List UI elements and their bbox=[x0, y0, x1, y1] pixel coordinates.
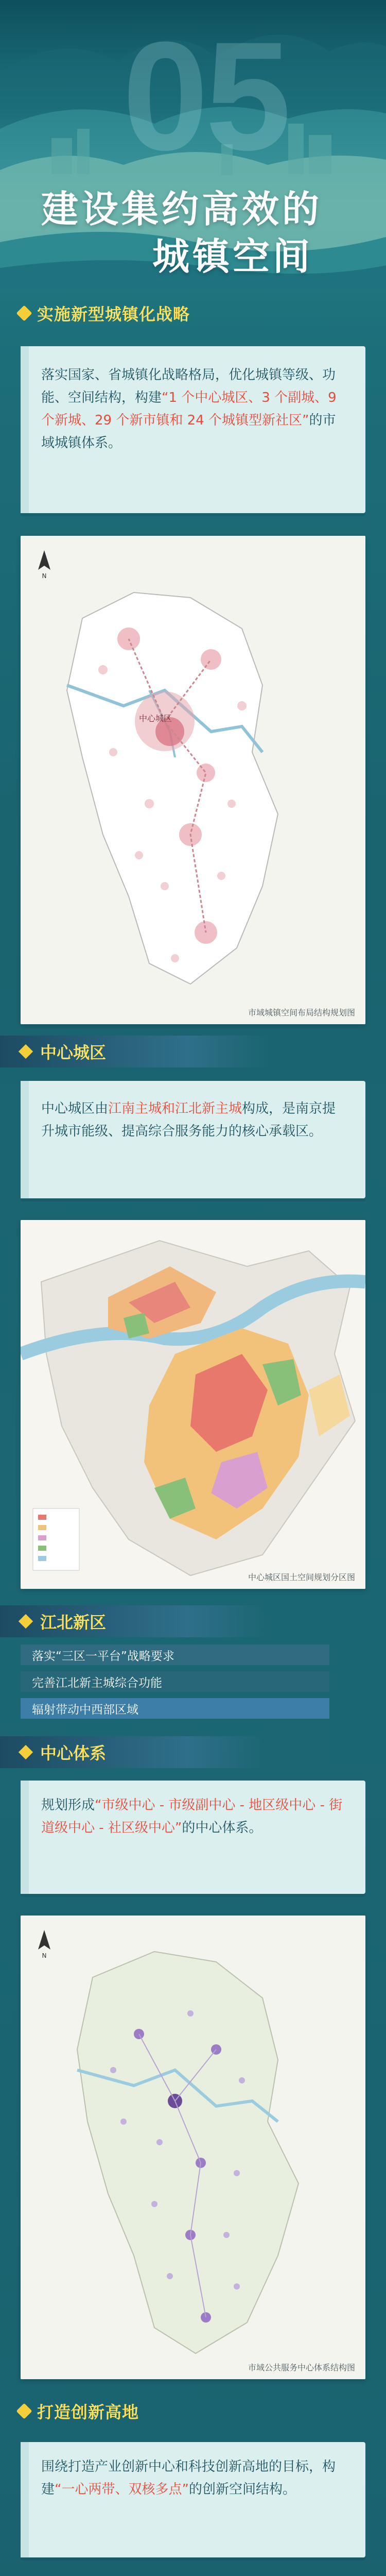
svg-text:N: N bbox=[42, 572, 47, 580]
hero-title-line1: 建设集约高效的 bbox=[41, 188, 323, 231]
section-heading-text: 打造创新高地 bbox=[37, 2402, 139, 2422]
text-card-center-city bbox=[21, 1081, 365, 1198]
map-caption: 市域城镇空间布局结构规划图 bbox=[248, 1008, 355, 1018]
diamond-icon bbox=[19, 1614, 33, 1629]
section-heading-text: 江北新区 bbox=[40, 1613, 107, 1632]
text-card-innovation bbox=[21, 2442, 365, 2557]
highlight-text: “市级中心 - 市级副中心 - 地区级中心 - 街道级中心 - 社区级中心” bbox=[41, 1798, 343, 1836]
hero-banner bbox=[0, 0, 386, 289]
chapter-number: 05 bbox=[122, 9, 288, 182]
highlight-text: 江南主城和江北新主城 bbox=[108, 1101, 242, 1116]
card-text bbox=[41, 2455, 345, 2501]
list-item: 完善江北新主城综合功能 bbox=[21, 1671, 329, 1692]
body-text-end: 的创新空间结构。 bbox=[188, 2482, 296, 2497]
diamond-icon bbox=[16, 305, 32, 321]
map-city-layout bbox=[21, 536, 365, 1024]
map-caption: 市域公共服务中心体系结构图 bbox=[248, 2363, 355, 2372]
body-text-end: 的中心体系。 bbox=[182, 1820, 262, 1836]
map-zoning-graphic bbox=[21, 1220, 365, 1589]
section-heading-center-system bbox=[0, 1736, 268, 1768]
card-accent bbox=[21, 1781, 29, 1894]
card-text bbox=[41, 1794, 345, 1839]
section-heading-jiangbei bbox=[0, 1605, 268, 1637]
highlight-text: “1 个中心城区、3 个副城、9 个新城、29 个新市镇和 24 个城镇型新社区” bbox=[41, 390, 337, 428]
card-text bbox=[41, 364, 345, 454]
north-arrow-icon bbox=[33, 1929, 56, 1960]
section-heading-innovation bbox=[19, 2396, 235, 2427]
body-text: 落实国家、省城镇化战略格局，优化城镇等级、功能、空间结构，构建 bbox=[41, 367, 336, 405]
card-accent bbox=[21, 1081, 29, 1198]
north-arrow-icon bbox=[33, 549, 56, 580]
body-text-end: 构成，是南京提升城市能级、提高综合服务能力的核心承载区。 bbox=[41, 1101, 336, 1139]
section-heading-center-city bbox=[0, 1036, 268, 1067]
svg-text:N: N bbox=[42, 1952, 47, 1959]
hero-title-line2: 城镇空间 bbox=[152, 235, 313, 278]
body-text: 中心城区由 bbox=[41, 1101, 109, 1116]
text-card-center-system bbox=[21, 1781, 365, 1894]
section-heading-urbanization bbox=[19, 298, 235, 329]
list-item: 落实“三区一平台”战略要求 bbox=[21, 1645, 329, 1665]
diamond-icon bbox=[16, 2403, 32, 2419]
map-zoning bbox=[21, 1220, 365, 1589]
map-caption: 中心城区国土空间规划分区图 bbox=[248, 1572, 355, 1582]
card-text bbox=[41, 1097, 345, 1143]
list-item: 辐射带动中西部区域 bbox=[21, 1698, 329, 1719]
highlight-text: “一心两带、双核多点” bbox=[55, 2482, 189, 2497]
section-heading-text: 实施新型城镇化战略 bbox=[37, 304, 190, 324]
body-text-end: 的市域城镇体系。 bbox=[41, 413, 336, 451]
card-accent bbox=[21, 2442, 29, 2557]
section-heading-text: 中心体系 bbox=[40, 1743, 107, 1763]
card-accent bbox=[21, 346, 29, 513]
map-service-centers-graphic bbox=[21, 1916, 365, 2379]
diamond-icon bbox=[19, 1044, 33, 1059]
map-center-label: 中心城区 bbox=[139, 714, 172, 723]
text-card-urbanization bbox=[21, 346, 365, 513]
body-text: 规划形成 bbox=[41, 1798, 95, 1813]
diamond-icon bbox=[19, 1745, 33, 1759]
map-city-layout-graphic bbox=[21, 536, 365, 1024]
body-text: 围绕打造产业创新中心和科技创新高地的目标，构建 bbox=[41, 2459, 336, 2497]
section-heading-text: 中心城区 bbox=[40, 1043, 107, 1062]
map-service-centers bbox=[21, 1916, 365, 2379]
